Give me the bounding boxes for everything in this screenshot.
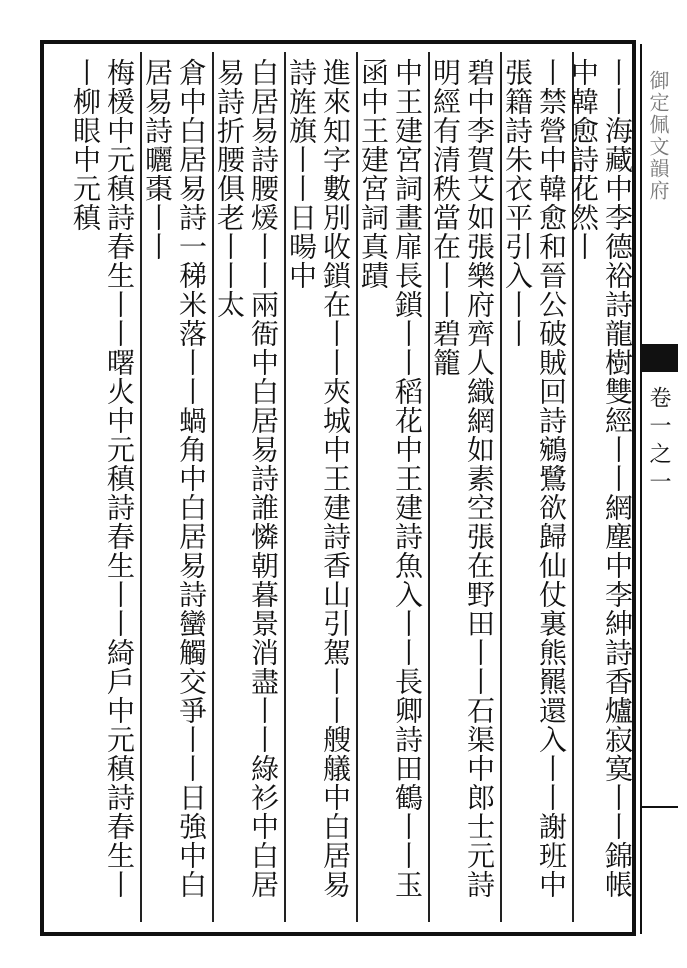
text-column-4: 中王建宮詞畫扉長鎖丨丨稻花中王建詩魚入丨丨長卿詩田鶴丨丨玉函中王建宮詞真蹟	[357, 58, 424, 899]
fold-divider	[642, 806, 678, 808]
text-column-3: 碧中李賀艾如張樂府齊人織網如素空張在野田丨丨石渠中郎士元詩明經有清秩當在丨丨碧籠	[429, 58, 496, 899]
text-column-2: 丨禁營中韓愈和晉公破賊回詩鵷鷺欲歸仙仗裏熊羆還入丨丨謝班中張籍詩朱衣平引入丨丨	[501, 58, 568, 899]
fishtail-mark	[642, 344, 678, 372]
text-column-8: 梅楥中元稹詩春生丨丨曙火中元稹詩春生丨丨綺戶中元稹詩春生丨丨柳眼中元稹	[69, 58, 136, 899]
text-column-6: 白居易詩腰煖丨丨兩衙中白居易詩誰憐朝暮景消盡丨丨綠衫中白居易詩折腰俱老丨丨太	[213, 58, 280, 899]
running-head-title: 御定佩文韻府	[646, 70, 670, 202]
text-column-5: 進來知字數別收鎖在丨丨夾城中王建詩香山引駕丨丨艘艤中白居易詩旌旗丨丨日暘中	[285, 58, 352, 899]
running-head-juan: 卷一之一	[646, 386, 671, 498]
text-column-1: 丨丨海藏中李德裕詩龍樹雙經丨丨網塵中李紳詩香爐寂寞丨丨錦帳中韓愈詩花然丨	[567, 58, 634, 899]
text-column-7: 倉中白居易詩一稊米落丨丨蝸角中白居易詩蠻觸交爭丨丨日強中白居易詩曬棗丨丨	[141, 58, 208, 899]
